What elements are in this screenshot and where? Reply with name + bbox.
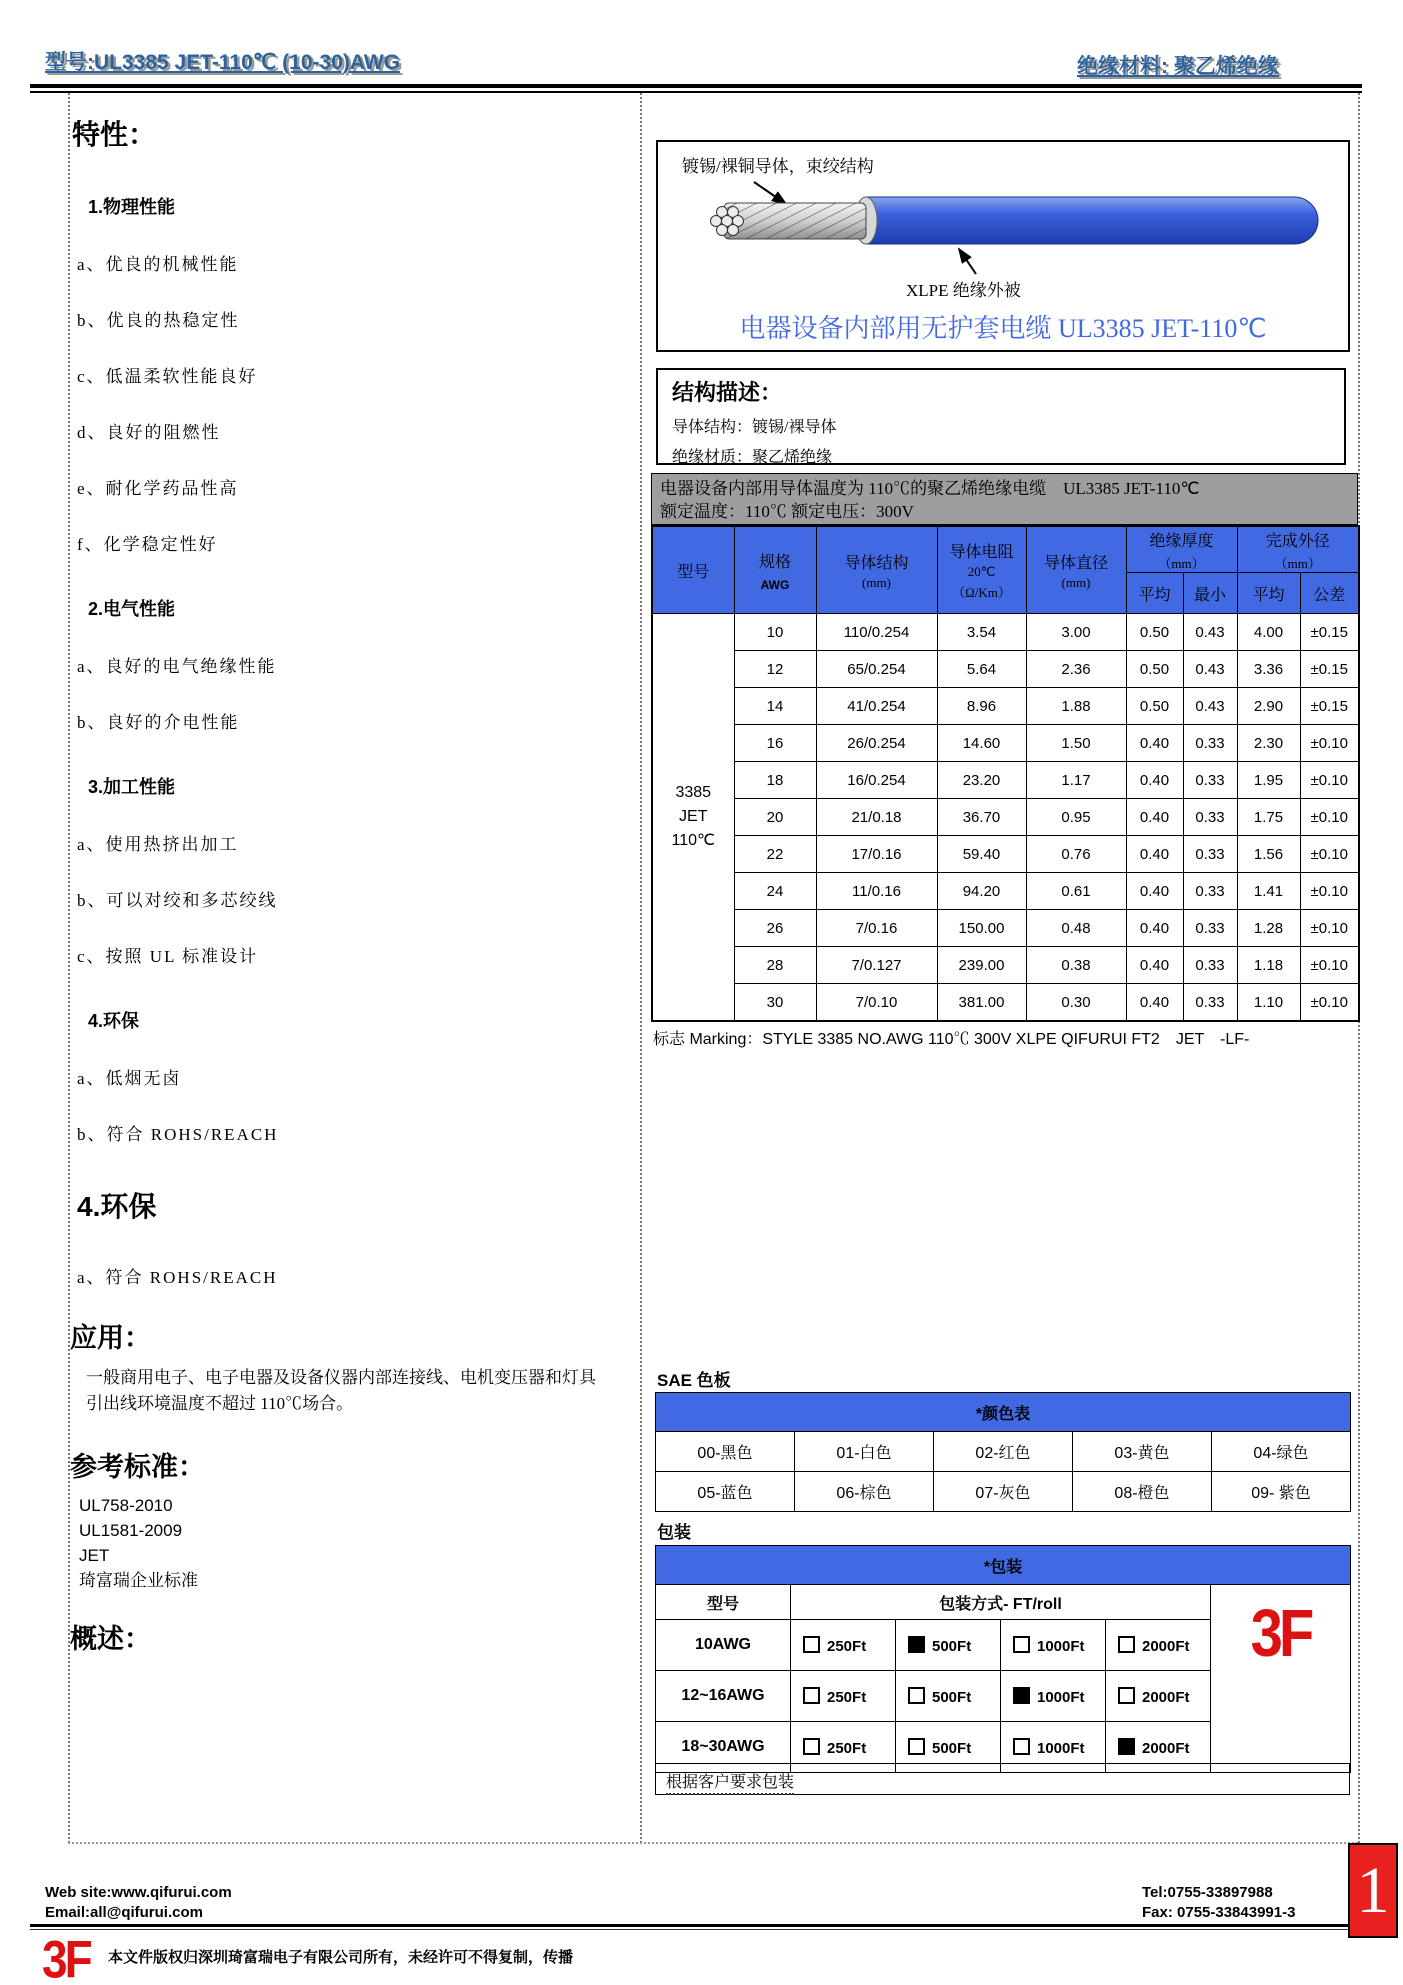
overview-title: 概述： bbox=[70, 1624, 151, 1654]
footer-tel: Tel:0755-33897988 bbox=[1142, 1884, 1273, 1901]
feature-sections bbox=[68, 193, 640, 1145]
option-label: 500Ft bbox=[932, 1739, 972, 1757]
spec-cell: 10 bbox=[734, 614, 816, 651]
spec-cell: 30 bbox=[734, 984, 816, 1022]
sae-cell: 06-棕色 bbox=[795, 1472, 934, 1512]
spec-cell: 0.50 bbox=[1126, 651, 1183, 688]
spec-row bbox=[652, 910, 1359, 947]
subcol-od-avg: 平均 bbox=[1237, 573, 1300, 614]
sae-header: *颜色表 bbox=[656, 1393, 1351, 1432]
spec-cell: 1.88 bbox=[1026, 688, 1126, 725]
spec-banner bbox=[651, 473, 1358, 525]
spec-cell: 1.75 bbox=[1237, 799, 1300, 836]
application-title: 应用： bbox=[70, 1323, 151, 1353]
option-label: 2000Ft bbox=[1142, 1637, 1190, 1655]
checkbox-unchecked bbox=[1013, 1738, 1030, 1755]
feature-item: a、使用热挤出加工 bbox=[77, 835, 239, 854]
insulation-arrow bbox=[959, 249, 976, 274]
sae-header-row bbox=[656, 1393, 1351, 1432]
packaging-model: 18~30AWG bbox=[656, 1722, 791, 1773]
packaging-note bbox=[655, 1763, 1350, 1795]
spec-cell: 18 bbox=[734, 762, 816, 799]
spec-cell: ±0.10 bbox=[1300, 984, 1359, 1022]
checkbox-unchecked bbox=[1118, 1687, 1135, 1704]
checkbox-unchecked bbox=[803, 1738, 820, 1755]
spec-cell: 23.20 bbox=[937, 762, 1026, 799]
spec-cell: 26 bbox=[734, 910, 816, 947]
spec-cell: 0.95 bbox=[1026, 799, 1126, 836]
packaging-col-method: 包装方式- FT/roll bbox=[791, 1585, 1211, 1620]
subcol-od-tol: 公差 bbox=[1300, 573, 1359, 614]
spec-cell: 381.00 bbox=[937, 984, 1026, 1022]
sae-cell: 09- 紫色 bbox=[1212, 1472, 1351, 1512]
spec-row bbox=[652, 614, 1359, 651]
spec-cell: 0.40 bbox=[1126, 910, 1183, 947]
col-od-label: 完成外径 bbox=[1265, 532, 1330, 550]
standards-list bbox=[68, 1498, 640, 1589]
spec-cell: 0.33 bbox=[1183, 725, 1237, 762]
spec-cell: 65/0.254 bbox=[816, 651, 937, 688]
feature-item: c、按照 UL 标准设计 bbox=[77, 947, 259, 966]
spec-cell: 1.18 bbox=[1237, 947, 1300, 984]
spec-cell: 1.17 bbox=[1026, 762, 1126, 799]
checkbox-checked bbox=[1118, 1738, 1135, 1755]
spec-cell: ±0.10 bbox=[1300, 762, 1359, 799]
feature-item: c、低温柔软性能良好 bbox=[77, 367, 258, 386]
packaging-model: 12~16AWG bbox=[656, 1671, 791, 1722]
spec-cell: 7/0.16 bbox=[816, 910, 937, 947]
spec-row bbox=[652, 836, 1359, 873]
feature-item: b、可以对绞和多芯绞线 bbox=[77, 891, 278, 910]
feature-item: b、符合 ROHS/REACH bbox=[77, 1125, 279, 1144]
spec-cell: 0.40 bbox=[1126, 836, 1183, 873]
packaging-logo-cell bbox=[1211, 1585, 1351, 1773]
feature-section-heading: 3.加工性能 bbox=[88, 777, 176, 797]
spec-cell: 7/0.10 bbox=[816, 984, 937, 1022]
product-title: 电器设备内部用无护套电缆 UL3385 JET-110℃ bbox=[739, 314, 1267, 343]
col-insulation-label: 绝缘厚度 bbox=[1149, 532, 1214, 550]
features-column bbox=[68, 95, 640, 1656]
spec-cell: 0.38 bbox=[1026, 947, 1126, 984]
spec-cell: 1.50 bbox=[1026, 725, 1126, 762]
col-diameter-label: 导体直径 bbox=[1043, 554, 1108, 572]
packaging-option bbox=[1001, 1671, 1106, 1722]
standard-item: UL1581-2009 bbox=[79, 1521, 183, 1540]
spec-cell: 24 bbox=[734, 873, 816, 910]
sae-cell: 08-橙色 bbox=[1073, 1472, 1212, 1512]
spec-cell: 0.33 bbox=[1183, 947, 1237, 984]
features-title: 特性： bbox=[72, 119, 157, 150]
packaging-option bbox=[791, 1620, 896, 1671]
footer-fax: Fax: 0755-33843991-3 bbox=[1142, 1904, 1296, 1921]
option-label: 250Ft bbox=[827, 1739, 867, 1757]
spec-cell: 12 bbox=[734, 651, 816, 688]
spec-cell: 17/0.16 bbox=[816, 836, 937, 873]
spec-cell: ±0.10 bbox=[1300, 910, 1359, 947]
feature-section-heading: 2.电气性能 bbox=[88, 599, 176, 619]
standard-item: JET bbox=[79, 1546, 110, 1565]
spec-cell: 2.36 bbox=[1026, 651, 1126, 688]
spec-cell: 3.00 bbox=[1026, 614, 1126, 651]
spec-cell: ±0.15 bbox=[1300, 614, 1359, 651]
spec-cell: 0.33 bbox=[1183, 762, 1237, 799]
feature-section-heading: 4.环保 bbox=[88, 1011, 140, 1031]
header-rule bbox=[30, 84, 1362, 93]
spec-cell: 0.40 bbox=[1126, 947, 1183, 984]
col-resistance-unit: （Ω/Km） bbox=[952, 585, 1011, 600]
logo-3f-large: 3F bbox=[1250, 1596, 1311, 1671]
structure-title: 结构描述： bbox=[672, 380, 783, 405]
spec-cell: 110/0.254 bbox=[816, 614, 937, 651]
spec-banner-line1: 电器设备内部用导体温度为 110℃的聚乙烯绝缘电缆 UL3385 JET-110℃ bbox=[660, 479, 1200, 498]
spec-cell: 0.48 bbox=[1026, 910, 1126, 947]
page-number-box bbox=[1348, 1843, 1398, 1938]
feature-item: e、耐化学药品性高 bbox=[77, 479, 239, 498]
sae-table-body bbox=[656, 1393, 1351, 1512]
feature-item: a、优良的机械性能 bbox=[77, 255, 239, 274]
packaging-subheader-row bbox=[656, 1585, 1351, 1620]
spec-cell: 0.33 bbox=[1183, 910, 1237, 947]
spec-cell: ±0.10 bbox=[1300, 947, 1359, 984]
feature-item: a、良好的电气绝缘性能 bbox=[77, 657, 277, 676]
col-resistance bbox=[937, 526, 1026, 614]
spec-cell: 1.95 bbox=[1237, 762, 1300, 799]
sae-color-table bbox=[655, 1392, 1351, 1512]
spec-cell: 239.00 bbox=[937, 947, 1026, 984]
option-label: 250Ft bbox=[827, 1688, 867, 1706]
spec-cell: 28 bbox=[734, 947, 816, 984]
option-label: 500Ft bbox=[932, 1637, 972, 1655]
spec-cell: ±0.10 bbox=[1300, 799, 1359, 836]
eco-item: a、符合 ROHS/REACH bbox=[77, 1268, 278, 1287]
packaging-option bbox=[1001, 1620, 1106, 1671]
spec-cell: 2.90 bbox=[1237, 688, 1300, 725]
footer-rule bbox=[30, 1924, 1348, 1930]
col-structure-unit: (mm) bbox=[862, 574, 891, 590]
spec-cell: 41/0.254 bbox=[816, 688, 937, 725]
structure-insulation: 绝缘材质：聚乙烯绝缘 bbox=[672, 449, 833, 466]
spec-cell: 0.43 bbox=[1183, 651, 1237, 688]
spec-row bbox=[652, 651, 1359, 688]
sae-cell: 02-红色 bbox=[934, 1432, 1073, 1472]
eco-heading: 4.环保 bbox=[77, 1191, 157, 1222]
conductor-arrow bbox=[754, 182, 786, 204]
packaging-table bbox=[655, 1545, 1351, 1773]
feature-item: b、良好的介电性能 bbox=[77, 713, 240, 732]
spec-cell: 3.36 bbox=[1237, 651, 1300, 688]
checkbox-unchecked bbox=[908, 1687, 925, 1704]
feature-item: a、低烟无卤 bbox=[77, 1069, 182, 1088]
spec-cell: 4.00 bbox=[1237, 614, 1300, 651]
spec-cell: 26/0.254 bbox=[816, 725, 937, 762]
marking-line: 标志 Marking：STYLE 3385 NO.AWG 110℃ 300V XLPE QIFURUI FT2 JET -LF- bbox=[653, 1031, 1250, 1048]
spec-cell: 0.43 bbox=[1183, 688, 1237, 725]
spec-cell: 5.64 bbox=[937, 651, 1026, 688]
spec-cell: ±0.15 bbox=[1300, 651, 1359, 688]
spec-cell: 0.40 bbox=[1126, 873, 1183, 910]
checkbox-unchecked bbox=[1013, 1636, 1030, 1653]
structure-box bbox=[656, 368, 1346, 465]
packaging-header: *包装 bbox=[656, 1546, 1351, 1585]
spec-cell: 0.33 bbox=[1183, 836, 1237, 873]
spec-cell: 1.41 bbox=[1237, 873, 1300, 910]
col-diameter bbox=[1026, 526, 1126, 614]
spec-cell: 94.20 bbox=[937, 873, 1026, 910]
spec-cell: 3.54 bbox=[937, 614, 1026, 651]
subcol-ins-min: 最小 bbox=[1183, 573, 1237, 614]
spec-cell: 0.43 bbox=[1183, 614, 1237, 651]
col-spec bbox=[734, 526, 816, 614]
sae-cell: 04-绿色 bbox=[1212, 1432, 1351, 1472]
conductor-label: 镀锡/裸铜导体，束绞结构 bbox=[682, 157, 874, 176]
spec-cell: 150.00 bbox=[937, 910, 1026, 947]
spec-cell: ±0.10 bbox=[1300, 873, 1359, 910]
spec-row bbox=[652, 762, 1359, 799]
feature-section-heading: 1.物理性能 bbox=[88, 197, 176, 217]
sae-label: SAE 色板 bbox=[657, 1371, 731, 1390]
spec-cell: ±0.10 bbox=[1300, 725, 1359, 762]
packaging-option bbox=[896, 1671, 1001, 1722]
packaging-option bbox=[1106, 1620, 1211, 1671]
standard-item: UL758-2010 bbox=[79, 1496, 173, 1515]
spec-row bbox=[652, 799, 1359, 836]
spec-cell: ±0.10 bbox=[1300, 836, 1359, 873]
sae-cell: 07-灰色 bbox=[934, 1472, 1073, 1512]
spec-cell: 8.96 bbox=[937, 688, 1026, 725]
footer-website: Web site:www.qifurui.com bbox=[45, 1884, 232, 1901]
model-line: JET bbox=[679, 808, 708, 825]
col-structure bbox=[816, 526, 937, 614]
spec-row bbox=[652, 688, 1359, 725]
spec-cell: 11/0.16 bbox=[816, 873, 937, 910]
spec-cell: 0.33 bbox=[1183, 799, 1237, 836]
checkbox-checked bbox=[908, 1636, 925, 1653]
spec-cell: 1.10 bbox=[1237, 984, 1300, 1022]
col-structure-label: 导体结构 bbox=[844, 554, 909, 572]
logo-3f-footer: 3F bbox=[42, 1929, 90, 1985]
strand-cluster bbox=[711, 207, 744, 236]
col-resistance-label: 导体电阻 bbox=[949, 544, 1014, 561]
model-line: 3385 bbox=[675, 784, 712, 801]
col-diameter-unit: (mm) bbox=[1061, 574, 1091, 590]
conductor-hatch bbox=[724, 203, 866, 239]
packaging-model: 10AWG bbox=[656, 1620, 791, 1671]
col-insulation-group bbox=[1126, 526, 1237, 573]
application-text: 一般商用电子、电子电器及设备仪器内部连接线、电机变压器和灯具引出线环境温度不超过 110℃场合。 bbox=[86, 1368, 596, 1413]
spec-table bbox=[651, 525, 1360, 1022]
spec-row bbox=[652, 873, 1359, 910]
sae-cell: 03-黄色 bbox=[1073, 1432, 1212, 1472]
sae-row bbox=[656, 1472, 1351, 1512]
sae-cell: 01-白色 bbox=[795, 1432, 934, 1472]
spec-cell: 14.60 bbox=[937, 725, 1026, 762]
structure-conductor: 导体结构：镀锡/裸导体 bbox=[672, 419, 837, 436]
spec-cell: 1.28 bbox=[1237, 910, 1300, 947]
spec-banner-line2: 额定温度：110℃ 额定电压：300V bbox=[660, 502, 914, 521]
option-label: 2000Ft bbox=[1142, 1739, 1190, 1757]
model-line: 110℃ bbox=[671, 832, 715, 849]
option-label: 500Ft bbox=[932, 1688, 972, 1706]
spec-cell: 0.40 bbox=[1126, 799, 1183, 836]
page-header-model: 型号:UL3385 JET-110℃ (10-30)AWG bbox=[45, 51, 401, 74]
option-label: 1000Ft bbox=[1037, 1739, 1085, 1757]
spec-model-cell bbox=[652, 614, 734, 1022]
col-model: 型号 bbox=[652, 526, 734, 614]
spec-table-body bbox=[652, 614, 1359, 1022]
spec-cell: 21/0.18 bbox=[816, 799, 937, 836]
col-resistance-temp: 20℃ bbox=[967, 564, 996, 579]
packaging-option bbox=[1106, 1671, 1211, 1722]
subcol-ins-avg: 平均 bbox=[1126, 573, 1183, 614]
spec-cell: 0.40 bbox=[1126, 725, 1183, 762]
col-od-unit: （mm） bbox=[1274, 555, 1321, 571]
spec-cell: 0.40 bbox=[1126, 984, 1183, 1022]
packaging-table-body bbox=[656, 1546, 1351, 1773]
packaging-option bbox=[791, 1671, 896, 1722]
wire-diagram-box bbox=[656, 140, 1350, 352]
checkbox-unchecked bbox=[803, 1636, 820, 1653]
insulation-label: XLPE 绝缘外被 bbox=[906, 281, 1021, 300]
feature-item: f、化学稳定性好 bbox=[77, 535, 218, 554]
sae-row bbox=[656, 1432, 1351, 1472]
col-spec-label: 规格 bbox=[758, 553, 791, 571]
spec-cell: 16/0.254 bbox=[816, 762, 937, 799]
sae-cell: 05-蓝色 bbox=[656, 1472, 795, 1512]
packaging-option bbox=[896, 1620, 1001, 1671]
standards-title: 参考标准： bbox=[70, 1452, 205, 1482]
sae-cell: 00-黑色 bbox=[656, 1432, 795, 1472]
spec-cell: 1.56 bbox=[1237, 836, 1300, 873]
page-number: 1 bbox=[1356, 1853, 1390, 1927]
spec-cell: ±0.15 bbox=[1300, 688, 1359, 725]
spec-cell: 36.70 bbox=[937, 799, 1026, 836]
packaging-label: 包装 bbox=[657, 1523, 691, 1542]
col-insulation-unit: （mm） bbox=[1158, 555, 1205, 571]
spec-cell: 59.40 bbox=[937, 836, 1026, 873]
spec-cell: 0.33 bbox=[1183, 873, 1237, 910]
spec-cell: 14 bbox=[734, 688, 816, 725]
insulation-body bbox=[866, 197, 1318, 244]
spec-cell: 0.40 bbox=[1126, 762, 1183, 799]
option-label: 1000Ft bbox=[1037, 1688, 1085, 1706]
feature-item: d、良好的阻燃性 bbox=[77, 423, 221, 442]
spec-row bbox=[652, 947, 1359, 984]
spec-cell: 2.30 bbox=[1237, 725, 1300, 762]
spec-cell: 0.33 bbox=[1183, 984, 1237, 1022]
packaging-note-text: 根据客户要求包装 bbox=[666, 1774, 794, 1795]
packaging-header-row bbox=[656, 1546, 1351, 1585]
checkbox-checked bbox=[1013, 1687, 1030, 1704]
standard-item: 琦富瑞企业标准 bbox=[79, 1571, 198, 1590]
page-header-material: 绝缘材料: 聚乙烯绝缘 bbox=[1077, 55, 1279, 78]
footer-email: Email:all@qifurui.com bbox=[45, 1904, 203, 1921]
option-label: 2000Ft bbox=[1142, 1688, 1190, 1706]
spec-cell: 0.30 bbox=[1026, 984, 1126, 1022]
packaging-col-model: 型号 bbox=[656, 1585, 791, 1620]
option-label: 1000Ft bbox=[1037, 1637, 1085, 1655]
spec-cell: 7/0.127 bbox=[816, 947, 937, 984]
spec-cell: 0.50 bbox=[1126, 688, 1183, 725]
spec-cell: 0.76 bbox=[1026, 836, 1126, 873]
footer-copyright: 本文件版权归深圳琦富瑞电子有限公司所有，未经许可不得复制，传播 bbox=[108, 1949, 574, 1966]
col-od-group bbox=[1237, 526, 1359, 573]
checkbox-unchecked bbox=[908, 1738, 925, 1755]
col-spec-unit: AWG bbox=[760, 577, 790, 592]
feature-item: b、优良的热稳定性 bbox=[77, 311, 240, 330]
frame-bottom-border bbox=[68, 1842, 1358, 1844]
spec-cell: 16 bbox=[734, 725, 816, 762]
spec-cell: 20 bbox=[734, 799, 816, 836]
spec-cell: 22 bbox=[734, 836, 816, 873]
spec-row bbox=[652, 984, 1359, 1022]
spec-cell: 0.50 bbox=[1126, 614, 1183, 651]
frame-column-divider bbox=[640, 93, 642, 1843]
checkbox-unchecked bbox=[1118, 1636, 1135, 1653]
checkbox-unchecked bbox=[803, 1687, 820, 1704]
spec-cell: 0.61 bbox=[1026, 873, 1126, 910]
option-label: 250Ft bbox=[827, 1637, 867, 1655]
spec-row bbox=[652, 725, 1359, 762]
